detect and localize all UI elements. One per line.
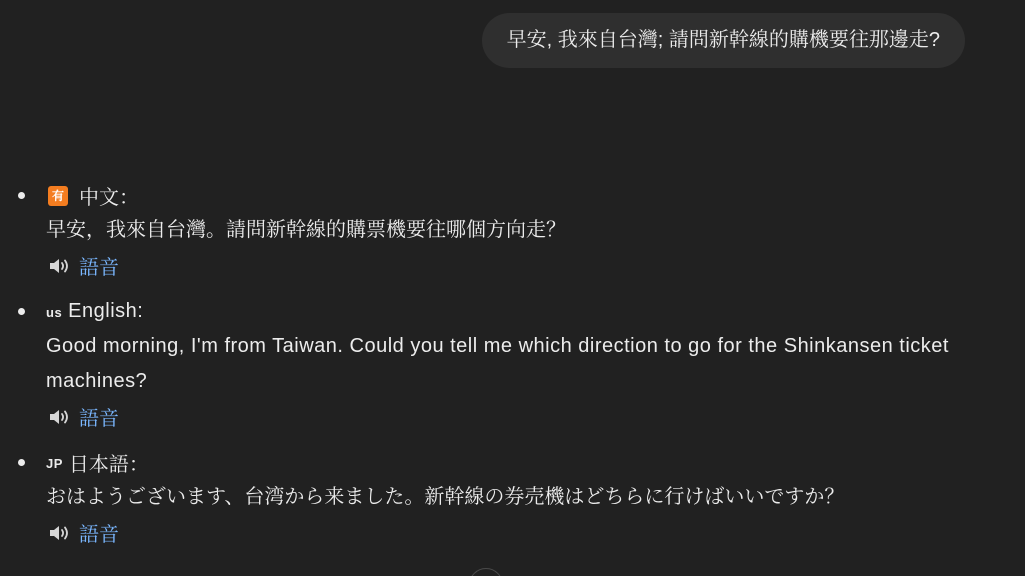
speaker-icon [48,524,70,542]
audio-link[interactable]: 語音 [79,524,119,546]
flag-glyph: 有 [51,188,64,203]
audio-row [46,399,976,434]
language-heading [46,445,976,480]
audio-link[interactable]: 語音 [79,257,119,279]
translation-text: おはようございます、台湾から来ました。新幹線の券売機はどちらに行けばいいですか？ [46,486,845,508]
audio-row [46,248,976,283]
jp-flag-icon: JP [46,456,63,471]
us-flag-icon: us [46,305,63,320]
speaker-icon [48,408,70,426]
translation-list [0,178,976,561]
language-heading [46,178,976,213]
language-label: 中文： [79,187,139,209]
language-heading [46,294,976,329]
scroll-down-button[interactable] [469,568,503,576]
scroll-down-button-area [469,567,506,576]
user-message-text: 早安, 我來自台灣; 請問新幹線的購機要往那邊走? [506,29,940,51]
audio-link[interactable]: 語音 [79,408,119,430]
speaker-icon [48,257,70,275]
translation-text: Good morning, I'm from Taiwan. Could you tell me which direction to go for the Shinkansen ticket machines? [46,335,949,392]
language-label: English: [68,300,144,322]
translation-item-japanese [46,445,976,550]
translation-text: 早安，我來自台灣。請問新幹線的購票機要往哪個方向走？ [46,219,566,241]
squared-cjk-have-icon [48,186,68,206]
audio-row [46,515,976,550]
translation-item-chinese [46,178,976,283]
language-label: 日本語： [68,454,149,476]
translation-item-english [46,294,976,434]
user-message-bubble [482,13,965,68]
